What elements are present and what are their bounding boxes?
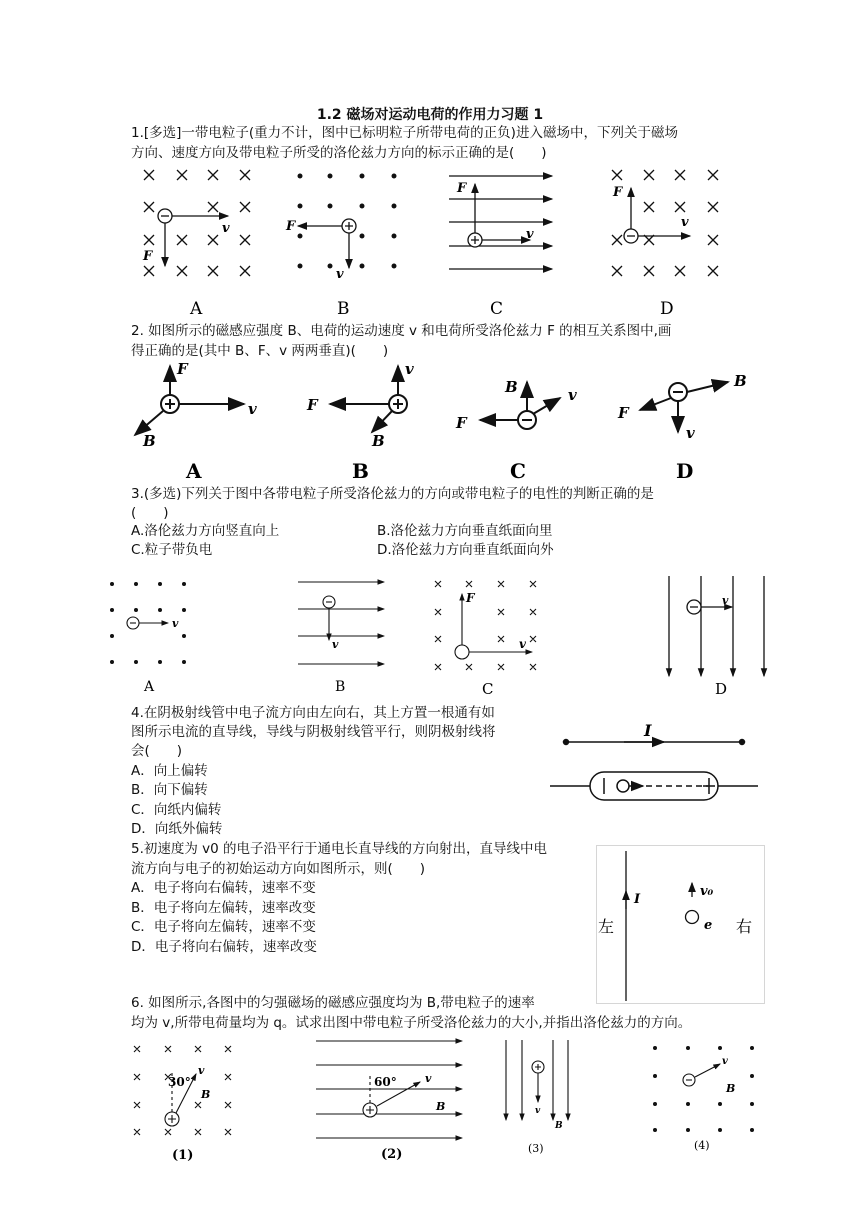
q6-2-v: v [425,1072,432,1085]
q5-right-label: 右 [736,917,753,936]
q3-label-b: B [335,679,346,695]
q3-option-d: D.洛伦兹力方向垂直纸面向外 [377,542,554,558]
q4-figure [546,718,786,808]
q6-1-b: B [201,1088,211,1101]
q1-fig-d [612,170,718,276]
q2-d-v: v [686,424,695,442]
q1-c-f-label: F [457,181,467,196]
q5-left-label: 左 [598,917,615,936]
q4-option-b: B．向下偏转 [131,782,208,798]
q6-stem-line2: 均为 v,所带电荷量均为 q。试求出图中带电粒子所受洛伦兹力的大小,并指出洛伦兹力的方向。 [131,1015,692,1031]
q1-label-b: B [337,299,350,319]
q1-d-v-label: v [681,215,689,230]
q6-2-b: B [436,1100,446,1113]
q5-option-a: A．电子将向右偏转，速率不变 [131,880,316,896]
q4-option-c: C．向纸内偏转 [131,802,222,818]
q5-e-label: e [704,918,713,933]
q6-3-b: B [555,1121,563,1131]
q1-stem-line1: 1.[多选]一带电粒子(重力不计，图中已标明粒子所带电荷的正负)进入磁场中，下列关于磁场 [131,125,678,141]
q1-stem-line2: 方向、速度方向及带电粒子所受的洛伦兹力方向的标示正确的是( ) [131,145,547,161]
q4-wire [564,740,745,745]
q1-a-v-label: v [222,221,230,236]
q3-label-c: C [482,680,494,698]
q5-option-b: B．电子将向左偏转，速率改变 [131,900,316,916]
q2-b-b: B [372,432,385,450]
q5-v0-label: v₀ [700,884,714,899]
q3-stem-line1: 3.(多选)下列关于图中各带电粒子所受洛伦兹力的方向或带电粒子的电性的判断正确的是 [131,486,654,502]
q5-figure [596,845,766,1005]
q3-stem-line2: ( ) [131,505,169,521]
q4-stem-line3: 会( ) [131,743,183,759]
q1-b-v-label: v [336,267,344,282]
q6-fig-2 [316,1041,462,1138]
q3-fig-c [435,581,536,670]
q4-option-d: D．向纸外偏转 [131,821,223,837]
q6-fig-4 [653,1046,754,1132]
q2-label-a: A [186,459,202,483]
q2-label-b: B [352,459,369,483]
q1-figures [0,162,860,319]
q2-c-b: B [505,378,518,396]
q6-4-v: v [722,1056,728,1067]
q1-d-f-label: F [613,185,623,200]
q2-stem-line1: 2. 如图所示的磁感应强度 B、电荷的运动速度 v 和电荷所受洛伦兹力 F 的相互关系图中,画 [131,323,672,339]
q5-option-c: C．电子将向左偏转，速率不变 [131,919,316,935]
q5-current-label: I [634,892,641,907]
q2-a-v: v [248,400,257,418]
page-title: 1.2 磁场对运动电荷的作用力习题 1 [316,107,544,123]
q6-stem-line1: 6. 如图所示,各图中的匀强磁场的磁感应强度均为 B,带电粒子的速率 [131,995,535,1011]
q1-label-d: D [660,299,674,319]
q2-figures [0,360,860,483]
q1-c-v-label: v [526,227,534,242]
q2-fig-b [330,366,407,432]
q3-b-v: v [332,638,339,651]
q2-stem-line2: 得正确的是(其中 B、F、v 两两垂直)( ) [131,343,389,359]
q2-fig-c [480,382,560,429]
q2-b-v: v [405,360,414,378]
q2-a-f: F [177,360,188,378]
q1-a-f-label: F [143,249,153,264]
q3-c-f: F [466,591,475,605]
q6-fig-1 [134,1046,231,1135]
q3-label-d: D [715,680,728,698]
q2-label-c: C [510,459,526,483]
q6-4-b: B [726,1082,736,1095]
q6-label-2: (2) [381,1147,403,1162]
q4-current-label: I [644,721,652,740]
q3-option-b: B.洛伦兹力方向垂直纸面向里 [377,523,553,539]
q2-a-b: B [143,432,156,450]
q4-stem-line1: 4.在阴极射线管中电子流方向由左向右，其上方置一根通有如 [131,705,495,721]
q2-fig-a [135,366,244,435]
q6-label-3: (3) [528,1142,544,1155]
q3-option-c: C.粒子带负电 [131,542,213,558]
q2-d-b: B [734,372,747,390]
q2-d-f: F [618,404,629,422]
q6-label-4: (4) [694,1139,710,1152]
q1-label-c: C [490,299,504,319]
q3-d-v: v [722,594,729,607]
q6-1-angle: 30° [168,1075,191,1089]
q4-tube [550,772,758,800]
q1-label-a: A [190,299,203,319]
q3-label-a: A [144,679,155,695]
q6-3-v: v [535,1106,541,1116]
q5-stem-line2: 流方向与电子的初始运动方向如图所示，则( ) [131,861,426,877]
q4-stem-line2: 图所示电流的直导线，导线与阴极射线管平行，则阴极射线将 [131,724,496,740]
q2-c-f: F [456,414,467,432]
q3-a-v: v [172,617,179,630]
q5-option-d: D．电子将向右偏转，速率改变 [131,939,317,955]
q6-2-angle: 60° [374,1075,397,1089]
q2-label-d: D [676,459,694,483]
q1-b-f-label: F [286,219,296,234]
q6-figures [0,1034,860,1164]
q5-stem-line1: 5.初速度为 v0 的电子沿平行于通电长直导线的方向射出，直导线中电 [131,841,548,857]
q3-option-a: A.洛伦兹力方向竖直向上 [131,523,280,539]
q4-option-a: A．向上偏转 [131,763,208,779]
q2-b-f: F [307,396,318,414]
q3-c-v: v [519,637,526,651]
q3-fig-b [298,582,384,664]
q2-fig-d [640,382,728,432]
q2-c-v: v [568,386,577,404]
q6-1-v: v [198,1064,205,1077]
q1-fig-a [144,170,250,276]
q3-fig-d [669,576,764,676]
q3-figures [0,572,860,702]
q6-label-1: (1) [172,1148,194,1163]
q5-electron [686,883,699,924]
